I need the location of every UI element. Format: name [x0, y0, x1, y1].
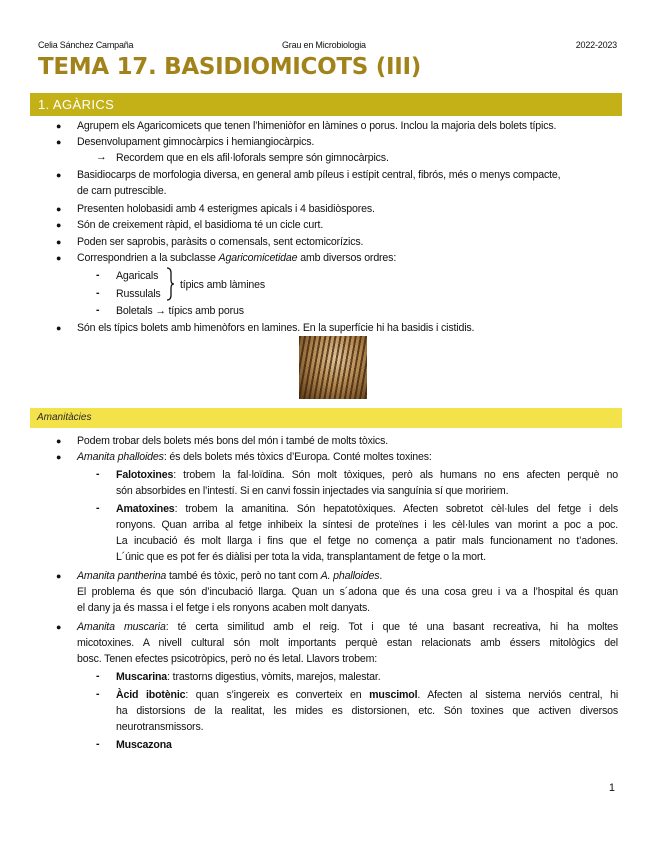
- header-degree: Grau en Microbiologia: [282, 40, 366, 50]
- term-muscarina: Muscarina: [116, 671, 168, 683]
- agarics-bullet-5: Són de creixement ràpid, el basidioma té un cicle curt.: [77, 219, 324, 231]
- agarics-bullet-6: Poden ser saprobis, paràsits o comensals, sent ectomicorízics.: [77, 236, 364, 248]
- agarics-bullet-3-line-1: Basidiocarps de morfologia diversa, en general amb píleus i estípit central, fibrós, més o menys compacte,: [77, 169, 561, 181]
- agarics-bullet-4: Presenten holobasidi amb 4 esterigmes apicals i 4 basidiòspores.: [77, 203, 375, 215]
- muscaria-line-2: micotoxines. A nivell cultural són molt importants perquè estan relacionats amb éssers mitològics del: [77, 637, 618, 649]
- brace-icon: [166, 267, 174, 301]
- term-muscimol: muscimol: [369, 689, 418, 701]
- muscazona-line: [116, 738, 172, 752]
- bullet-icon: ●: [56, 204, 62, 214]
- bullet-icon: ●: [56, 253, 62, 263]
- amanitacies-bullet-1: Podem trobar dels bolets més bons del món i també de molts tòxics.: [77, 435, 389, 447]
- agarics-bullet-8: Són els típics bolets amb himenòfors en lamines. En la superfície hi ha basidis i cistidis.: [77, 322, 475, 334]
- arrow-right-icon: →: [96, 151, 107, 163]
- term-muscazona: Muscazona: [116, 739, 172, 751]
- bullet-icon: ●: [56, 452, 62, 462]
- amatoxines-line-3: La incubació és molt llarga i fins que el fetge no comença a patir mals funcionament no t’adones.: [116, 535, 618, 547]
- agarics-bullet-2: Desenvolupament gimnocàrpics i hemiangiocàrpics.: [77, 136, 315, 148]
- agarics-bullet-2-sub: Recordem que en els afil·loforals sempre són gimnocàrpics.: [116, 152, 389, 164]
- agarics-bullet-7-post: amb diversos ordres:: [300, 252, 397, 264]
- term-falotoxines: Falotoxines: [116, 469, 174, 481]
- bullet-icon: ●: [56, 121, 62, 131]
- pantherina-line-2: El problema és que són d’incubació llarga. Quan un s´adona que és una cosa greu i va a l’hospital és quan: [77, 586, 618, 598]
- page-title: TEMA 17. BASIDIOMICOTS (III): [38, 54, 421, 80]
- bullet-icon: ●: [56, 436, 62, 446]
- amanitacies-bullet-4: Amanita muscaria: té certa similitud amb el reig. Tot i que té una basant recreativa, hi ha moltes: [77, 621, 618, 633]
- bullet-icon: ●: [56, 571, 62, 581]
- bullet-icon: ●: [56, 220, 62, 230]
- agarics-bullet-3-line-2: de carn putrescible.: [77, 185, 167, 197]
- amatoxines-line-4: L´únic que es pot fer és diàlisi per tota la vida, transplantament de fetge o la mort.: [116, 551, 486, 563]
- document-page: Celia Sánchez Campaña Grau en Microbiologia 2022-2023 TEMA 17. BASIDIOMICOTS (III) 1. AGÀRICS ● Agrupem els Agaricomicets que tenen l’himeniòfor en làmines o porus. Inclou la majoria dels bolets típics. ● Desenvolupament gimnocàrpics i hemiangiocàrpics. → Recordem que en els afil·loforals sempre són gimnocàrpics. ● Basidiocarps de morfologia diversa, en general amb píleus i estípit central, fibrós, més o menys compacte, de carn putrescible. ● Presenten holobasidi amb 4 esterigmes apicals i 4 basidiòspores. ● Són de creixement ràpid, el basidioma té un cicle curt. ● Poden ser saprobis, paràsits o comensals, sent ectomicorízics. ● Correspondrien a la subclasse Agaricomicetidae amb diversos ordres: - Agaricals - Russulals típics amb làmines - Boletals → típics amb porus ● Són els típics bolets amb himenòfors en lamines. En la superfície hi ha basidis i cistidis. Amanitàcies ● Podem trobar dels bolets més bons del món i també de molts tòxics. ● Amanita phalloides: és dels bolets més tòxics d’Europa. Conté moltes toxines: - Falotoxines: trobem la fal·loïdina. Són molt tòxiques, però als humans no ens afecten perquè no són absorbides en l’intestí. Si en canvi fossin injectades via sanguínia sí que moririem. - Amatoxines: trobem la amanitina. Són hepatotòxiques. Afecten sobretot cèl·lules del fetge i dels ronyons. Quan arriba al fetge inhibeix la síntesi de proteïnes i les cèl·lules van morint a poc a poc. La incubació és molt llarga i fins que el fetge no comença a patir mals funcionament no t’adones. L´únic que es pot fer és diàlisi per tota la vida, transplantament de fetge o la mort. ● Amanita pantherina també és tòxic, però no tant com A. phalloides. El problema és que són d’incubació llarga. Quan un s´adona que és una cosa greu i va a l’hospital és quan el dany ja és massa i el fetge i els ronyons acaben molt danyats. ● Amanita muscaria: té certa similitud amb el reig. Tot i que té una basant recreativa, hi ha moltes micotoxines. A nivell cultural són molt importants perquè estan relacionats amb éssers mitològics del bosc. Tenen efectes psicotròpics, però no és letal. Llavors trobem: - Muscarina: trastorns digestius, vòmits, marejos, malestar. - Àcid ibotènic: quan s’ingereix es converteix en muscimol. Afecten al sistema nerviós central, hi ha distorsions de la realitat, les mides es distorsionen, etc. Són toxines que activen diversos neurotransmissors. - Muscazona 1: [0, 0, 655, 848]
- bullet-icon: ●: [56, 170, 62, 180]
- pantherina-line-3: el dany ja és massa i el fetge i els ronyons acaben molt danyats.: [77, 602, 370, 614]
- species-amanita-phalloides: Amanita phalloides: [77, 451, 164, 463]
- amanitacies-bullet-3: Amanita pantherina també és tòxic, però no tant com A. phalloides.: [77, 570, 383, 582]
- acid-ibotenic-line-1: Àcid ibotènic: quan s’ingereix es converteix en muscimol. Afecten al sistema nerviós central, hi: [116, 689, 619, 701]
- acid-ibotenic-line-3: neurotransmissors.: [116, 721, 204, 733]
- header-author: Celia Sánchez Campaña: [38, 40, 134, 50]
- falotoxines-line-1: Falotoxines: trobem la fal·loïdina. Són molt tòxiques, però als humans no ens afecten perquè no: [116, 469, 618, 481]
- agarics-bullet-7: [77, 251, 396, 265]
- agarics-bullet-1: Agrupem els Agaricomicets que tenen l’himeniòfor en làmines o porus. Inclou la majoria dels bolets típics.: [77, 120, 557, 132]
- section-heading-amanitacies: Amanitàcies: [30, 408, 622, 428]
- bullet-icon: ●: [56, 237, 62, 247]
- order-agaricals: Agaricals: [116, 270, 159, 282]
- agarics-subclass-name: Agaricomicetidae: [218, 252, 298, 264]
- amatoxines-line-2: ronyons. Quan arriba al fetge inhibeix la síntesi de proteïnes i les cèl·lules van morint a poc a poc.: [116, 519, 618, 531]
- muscarina-line: Muscarina: trastorns digestius, vòmits, marejos, malestar.: [116, 671, 381, 683]
- term-acid-ibotenic: Àcid ibotènic: [116, 689, 186, 701]
- header-year: 2022-2023: [575, 40, 617, 50]
- species-amanita-pantherina: Amanita pantherina: [77, 570, 167, 582]
- orders-note: típics amb làmines: [180, 279, 266, 291]
- term-amatoxines: Amatoxines: [116, 503, 175, 515]
- order-russulals: Russulals: [116, 288, 161, 300]
- bullet-icon: ●: [56, 622, 62, 632]
- amatoxines-line-1: Amatoxines: trobem la amanitina. Són hepatotòxiques. Afecten sobretot cèl·lules del fetge i dels: [116, 503, 618, 515]
- amanitacies-bullet-2: Amanita phalloides: és dels bolets més tòxics d’Europa. Conté moltes toxines:: [77, 451, 432, 463]
- agarics-bullet-7-pre: Correspondrien a la subclasse: [77, 252, 216, 264]
- species-amanita-muscaria: Amanita muscaria: [77, 621, 166, 633]
- muscaria-line-3: bosc. Tenen efectes psicotròpics, però no és letal. Llavors trobem:: [77, 653, 378, 665]
- section-heading-agarics: 1. AGÀRICS: [30, 93, 622, 116]
- order-boletals: Boletals → típics amb porus: [116, 305, 244, 317]
- page-number: 1: [608, 782, 615, 794]
- acid-ibotenic-line-2: ha distorsions de la realitat, les mides es distorsionen, etc. Són toxines que activen diversos: [116, 705, 618, 717]
- bullet-icon: ●: [56, 323, 62, 333]
- bullet-icon: ●: [56, 137, 62, 147]
- mushroom-gills-image: [299, 336, 367, 399]
- falotoxines-line-2: són absorbides en l’intestí. Si en canvi fossin injectades via sanguínia sí que moririem.: [116, 485, 509, 497]
